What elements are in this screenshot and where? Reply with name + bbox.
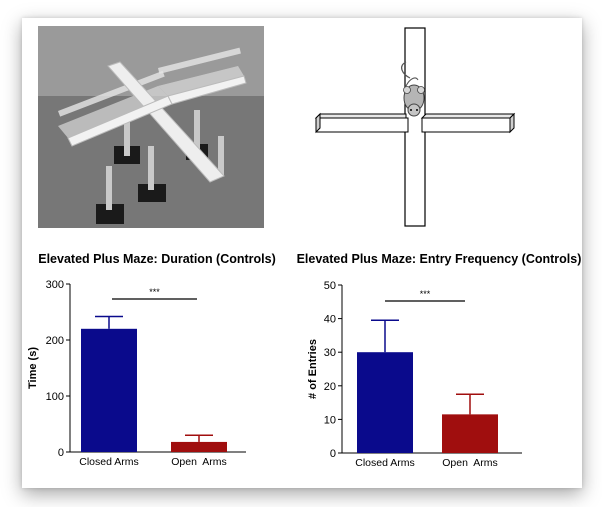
y-tick-label: 20 xyxy=(323,380,336,393)
maze-photo xyxy=(38,26,264,228)
y-tick-label: 100 xyxy=(45,391,64,403)
bar-closed-arms xyxy=(81,329,137,452)
significance-label: *** xyxy=(419,289,431,299)
y-tick-label: 200 xyxy=(45,335,64,347)
left-arm-top xyxy=(316,114,406,118)
chart-title: Elevated Plus Maze: Duration (Controls) xyxy=(38,252,276,266)
y-axis-label: # of Entries xyxy=(307,339,319,399)
y-tick-label: 40 xyxy=(323,313,336,326)
left-arm xyxy=(316,118,408,132)
bar-closed-arms xyxy=(357,352,413,453)
leg xyxy=(106,166,112,210)
right-arm-top xyxy=(422,114,514,118)
y-tick-label: 30 xyxy=(323,347,336,360)
x-tick-label: Closed Arms xyxy=(79,456,139,468)
significance-label: *** xyxy=(149,287,160,297)
leg xyxy=(148,146,154,190)
x-tick-label: Open Arms xyxy=(171,456,227,468)
duration-chart-plot xyxy=(22,270,292,474)
y-tick-label: 0 xyxy=(57,447,64,459)
maze-photo-drawing xyxy=(38,26,264,228)
x-tick-label: Open Arms xyxy=(442,457,498,469)
maze-schematic-drawing xyxy=(306,26,528,230)
y-tick-label: 10 xyxy=(323,414,336,427)
y-tick-label: 300 xyxy=(45,279,64,291)
entry-frequency-chart xyxy=(296,252,582,474)
maze-schematic xyxy=(306,26,528,230)
chart-title: Elevated Plus Maze: Entry Frequency (Controls) xyxy=(296,252,582,266)
entry-frequency-chart-plot xyxy=(296,270,582,474)
x-tick-label: Closed Arms xyxy=(355,457,415,469)
bar-open-arms xyxy=(171,442,227,452)
right-arm xyxy=(422,118,510,132)
duration-chart xyxy=(22,252,292,474)
y-tick-label: 0 xyxy=(329,448,336,460)
y-tick-label: 50 xyxy=(323,280,336,292)
y-axis-label: Time (s) xyxy=(27,347,39,389)
bar-open-arms xyxy=(442,414,498,453)
